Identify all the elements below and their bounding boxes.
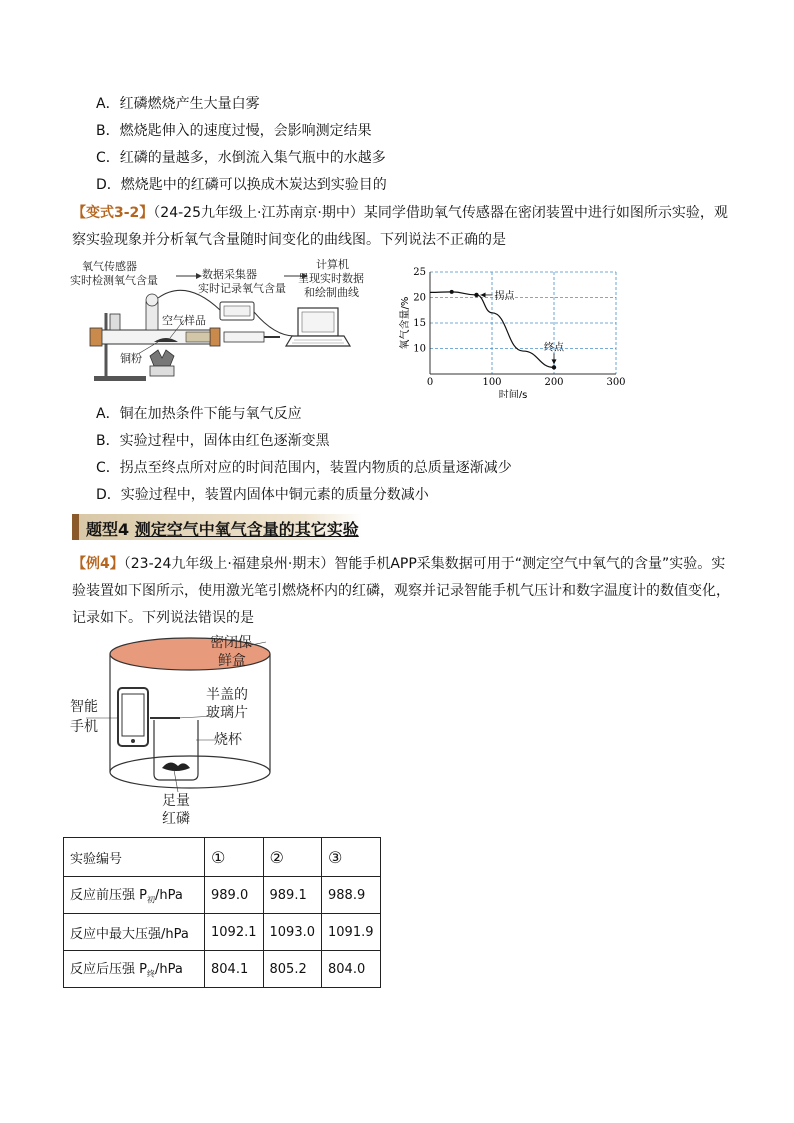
oxygen-chart-svg <box>398 258 638 398</box>
copper-apparatus-diagram <box>66 258 396 390</box>
example-tag: 【例4】 <box>72 556 124 572</box>
row-label: 反应后压强 $P_终$/hPa <box>64 951 205 988</box>
sensor-label-2: 实时检测氧气含量 <box>70 274 158 287</box>
variant-option-b: B．实验过程中，固体由红色逐渐变黑 <box>96 433 330 449</box>
phosphorus-label-2: 红磷 <box>162 811 190 827</box>
glass-label-2: 玻璃片 <box>206 705 248 721</box>
syringe <box>224 332 264 342</box>
alcohol-lamp-flame <box>150 350 174 366</box>
y-tick-label: 15 <box>413 318 426 329</box>
annotation-point <box>474 293 478 297</box>
annotation-point <box>552 365 556 369</box>
example-line2: 验装置如下图所示，使用激光笔引燃烧杯内的红磷，观察并记录智能手机气压计和数字温度计的数值变化， <box>72 583 730 599</box>
table-cell: 805.2 <box>263 951 322 988</box>
beaker-label: 烧杯 <box>214 732 242 748</box>
variant-tag: 【变式3-2】 <box>72 205 154 221</box>
computer-label-1: 计算机 <box>316 258 349 271</box>
option-c: C．红磷的量越多，水倒流入集气瓶中的水越多 <box>96 150 386 166</box>
table-cell: 804.0 <box>322 951 381 988</box>
alcohol-lamp <box>150 366 174 376</box>
table-cell: 1093.0 <box>263 914 322 951</box>
oxygen-chart <box>398 258 638 398</box>
table-cell: 989.1 <box>263 877 322 914</box>
option-a: A．红磷燃烧产生大量白雾 <box>96 96 260 112</box>
glass-label-1: 半盖的 <box>206 687 248 703</box>
table-header-cell: 实验编号 <box>64 838 205 877</box>
variant-stem-line2: 察实验现象并分析氧气含量随时间变化的曲线图。下列说法不正确的是 <box>72 232 506 248</box>
phone-experiment-figure <box>66 632 376 830</box>
table-header-cell: ① <box>205 838 264 877</box>
collector-label-2: 实时记录氧气含量 <box>198 282 286 295</box>
collector-label-1: 数据采集器 <box>202 268 257 281</box>
x-tick-label: 300 <box>606 377 626 388</box>
row-label: 反应中最大压强/hPa <box>64 914 205 951</box>
variant-option-d: D．实验过程中，装置内固体中铜元素的质量分数减小 <box>96 487 429 503</box>
row-label: 反应前压强 $P_初$/hPa <box>64 877 205 914</box>
x-tick-label: 100 <box>482 377 502 388</box>
annotation-label: 拐点 <box>494 290 515 302</box>
variant-stem <box>72 200 732 254</box>
phosphorus-label-1: 足量 <box>162 793 190 809</box>
table-row <box>64 914 381 951</box>
table-cell: 1091.9 <box>322 914 381 951</box>
section-bar <box>72 514 79 540</box>
computer-label-3: 和绘制曲线 <box>304 286 359 299</box>
y-tick-label: 20 <box>413 292 426 304</box>
section-title <box>86 517 359 540</box>
sensor-label-1: 氧气传感器 <box>82 260 137 273</box>
table-cell: 988.9 <box>322 877 381 914</box>
table-cell: 804.1 <box>205 951 264 988</box>
y-tick-label: 25 <box>413 267 426 278</box>
pressure-table <box>63 837 381 988</box>
annotation-arrowhead <box>552 359 557 364</box>
annotation-arrowhead <box>481 292 486 297</box>
phone-label-2: 手机 <box>70 719 98 735</box>
variant-option-c: C．拐点至终点所对应的时间范围内，装置内物质的总质量逐渐减少 <box>96 460 512 476</box>
table-row <box>64 951 381 988</box>
example-stem <box>72 551 732 632</box>
section-title-text: 测定空气中氧气含量的其它实验 <box>134 520 359 539</box>
section-header <box>72 514 362 540</box>
air-sample-label: 空气样品 <box>162 314 206 327</box>
box-label-1: 密闭保 <box>210 635 252 651</box>
x-tick-label: 200 <box>544 377 564 388</box>
variant-source: （24-25九年级上·江苏南京·期中） <box>153 205 364 221</box>
example-line1: 智能手机APP采集数据可用于“测定空气中氧气的含量”实验。实 <box>334 556 726 572</box>
laptop-keyboard <box>286 336 350 346</box>
computer-label-2: 呈现实时数据 <box>298 272 364 285</box>
variant-option-a: A．铜在加热条件下能与氧气反应 <box>96 406 302 422</box>
table-header-cell: ③ <box>322 838 381 877</box>
table-row <box>64 877 381 914</box>
box-bottom <box>110 756 270 788</box>
y-tick-label: 10 <box>413 343 426 355</box>
option-d: D．燃烧匙中的红磷可以换成木炭达到实验目的 <box>96 177 387 193</box>
option-b: B．燃烧匙伸入的速度过慢，会影响测定结果 <box>96 123 372 139</box>
example-source: （23-24九年级上·福建泉州·期末） <box>123 556 335 572</box>
y-axis-label: 氧气含量/% <box>400 296 411 350</box>
box-label-2: 鲜盒 <box>218 653 246 669</box>
table-cell: 1092.1 <box>205 914 264 951</box>
variant-stem-line1: 某同学借助氧气传感器在密闭装置中进行如图所示实验，观 <box>363 205 728 221</box>
oxygen-sensor-probe <box>110 314 120 330</box>
section-tag: 题型4 <box>86 520 130 539</box>
x-axis-label: 时间/s <box>498 390 528 398</box>
data-point <box>450 290 454 294</box>
x-tick-label: 0 <box>426 377 434 388</box>
copper-powder-label: 铜粉 <box>120 352 142 365</box>
phone-label-1: 智能 <box>70 699 98 715</box>
table-header-row <box>64 838 381 877</box>
table-header-cell: ② <box>263 838 322 877</box>
annotation-label: 终点 <box>544 342 564 354</box>
table-cell: 989.0 <box>205 877 264 914</box>
example-line3: 记录如下。下列说法错误的是 <box>72 610 254 626</box>
stand-base <box>94 376 146 381</box>
